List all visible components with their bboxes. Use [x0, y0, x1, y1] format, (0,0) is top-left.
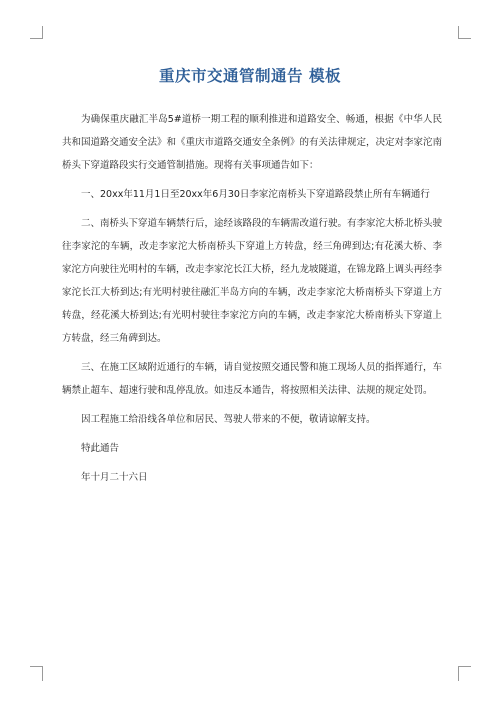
document-title: 重庆市交通管制通告 模板 [159, 67, 341, 85]
document-body [62, 108, 442, 495]
paragraph-date: 年十月二十六日 [81, 472, 148, 483]
paragraph-closing: 特此通告 [81, 443, 120, 454]
paragraph-intro: 为确保重庆融汇半岛5#道桥一期工程的顺利推进和道路安全、畅通，根据《中华人民共和国道路交通安全法》和《重庆市道路交通安全条例》的有关法律规定，决定对李家沱南桥头下穿道路段实行交通管制措施。现将有关事项通告如下： [62, 114, 443, 171]
crop-mark-top-left [30, 26, 43, 39]
paragraph-item-3: 三、在施工区域附近通行的车辆，请自觉按照交通民警和施工现场人员的指挥通行，车辆禁止超车、超速行驶和乱停乱放。如违反本通告，将按照相关法律、法规的规定处罚。 [62, 362, 443, 396]
paragraph-item-1: 一、20xx年11月1日至20xx年6月30日李家沱南桥头下穿道路段禁止所有车辆通行 [81, 189, 430, 200]
crop-mark-bottom-right [458, 666, 471, 681]
paragraph-apology: 因工程施工给沿线各单位和居民、驾驶人带来的不便，敬请谅解支持。 [81, 414, 376, 425]
crop-mark-bottom-left [30, 666, 43, 681]
paragraph-item-2: 二、南桥头下穿道车辆禁行后，途经该路段的车辆需改道行驶。有李家沱大桥北桥头驶往李家沱的车辆，改走李家沱大桥南桥头下穿道上方转盘，经三角碑到达;有花溪大桥、李家沱方向驶往光明村的车辆，改走李家沱长江大桥，经九龙坡隧道，在锦龙路上调头再经李家沱长江大桥到达;有光明村驶往融汇半岛方向的车辆，改走李家沱大桥南桥头下穿道上方转盘，经花溪大桥到达;有光明村驶往李家沱方向的车辆，改走李家沱大桥南桥头下穿道上方转盘，经三角碑到达。 [62, 218, 443, 344]
crop-mark-top-right [458, 26, 471, 39]
